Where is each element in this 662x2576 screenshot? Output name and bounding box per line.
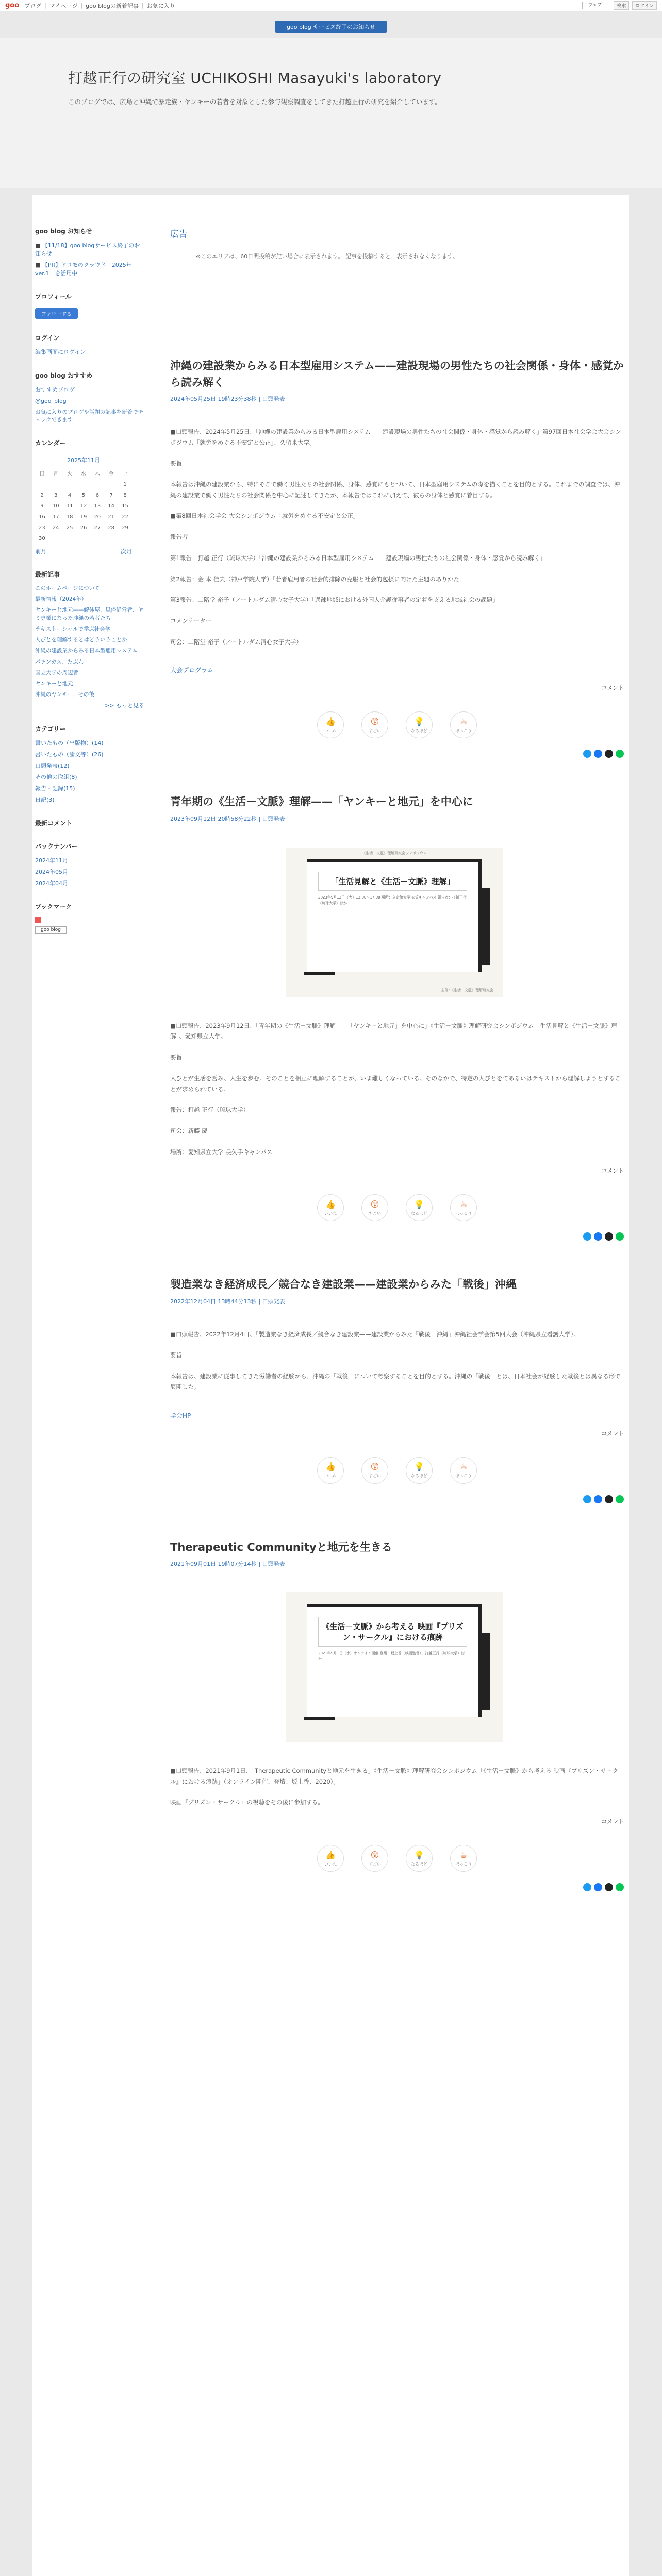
calendar-day[interactable]: 25: [66, 525, 73, 531]
x-share-icon[interactable]: [583, 750, 591, 758]
reaction-button[interactable]: [406, 1845, 433, 1872]
calendar-day[interactable]: 9: [40, 503, 44, 509]
calendar-next[interactable]: 次月: [121, 548, 132, 555]
reaction-icon: ☕: [459, 1850, 468, 1860]
calendar-day[interactable]: 17: [52, 514, 59, 520]
reaction-label: ほっこり: [455, 1211, 472, 1216]
calendar-day[interactable]: 11: [66, 503, 73, 509]
reaction-label: なるほど: [411, 728, 427, 733]
reaction-icon: 👍: [325, 716, 336, 726]
follow-button[interactable]: フォローする: [35, 308, 78, 319]
calendar-day: [35, 479, 49, 490]
poster-frame: [307, 1604, 482, 1717]
share-buttons: [170, 1495, 624, 1503]
ad-label: 広告: [170, 229, 188, 240]
post-paragraph: ■口頭報告、2024年5月25日、「沖縄の建設業からみる日本型雇用システム——建設現場の男性たちの社会関係・身体・感覚から読み解く」第97回日本社会学会大会シンポジウム「就労をめぐる不安定と公正」、久留米大学。: [170, 428, 621, 446]
post-poster-image: [286, 848, 503, 997]
post-date[interactable]: 2021年09月01日 19時07分14秒: [170, 1561, 257, 1567]
reaction-icon: 💡: [414, 716, 424, 726]
recent-post-link[interactable]: ヤンキーと地元: [35, 680, 73, 687]
calendar-day[interactable]: 22: [122, 514, 128, 520]
calendar-day: [77, 479, 91, 490]
poster-footer: 主催：《生活－文脈》理解研究会: [441, 988, 493, 992]
x-share-icon[interactable]: [583, 1883, 591, 1891]
blog-post: [170, 358, 629, 758]
recent-post-link[interactable]: テキストーシャルで学ぶ社会学: [35, 625, 111, 632]
comment-link[interactable]: コメント: [601, 1430, 624, 1437]
calendar-day[interactable]: 3: [54, 493, 58, 498]
reaction-buttons: [170, 711, 624, 738]
reaction-label: いいね: [324, 1211, 337, 1216]
calendar-day: [63, 479, 77, 490]
post-date[interactable]: 2024年05月25日 19時23分38秒: [170, 396, 257, 402]
post-paragraph: ■口頭報告、2023年9月12日、「青年期の《生活－文脈》理解——「ヤンキーと地元」を中心に」《生活－文脈》理解研究会シンポジウム「生活見解と《生活－文脈》理解」、愛知県立大学。: [170, 1022, 617, 1040]
calendar-day: [104, 533, 118, 544]
post-paragraph: コメンテーター: [170, 617, 212, 624]
calendar-day: [118, 533, 132, 544]
backnumber-link[interactable]: 2024年04月: [35, 879, 68, 887]
category-link[interactable]: 書いたもの（論文等）(26): [35, 751, 104, 758]
calendar-weekday: 金: [108, 471, 114, 477]
post-title[interactable]: 沖縄の建設業からみる日本型雇用システム——建設現場の男性たちの社会関係・身体・感覚から読み解く: [170, 360, 624, 388]
reaction-button[interactable]: [406, 1457, 433, 1484]
reaction-button[interactable]: [317, 1457, 344, 1484]
reaction-label: なるほど: [411, 1211, 427, 1216]
recommend-heading: goo blog おすすめ: [35, 371, 93, 379]
calendar-weekday: 日: [39, 471, 45, 477]
reaction-button[interactable]: [450, 1457, 477, 1484]
reaction-button[interactable]: [450, 1845, 477, 1872]
calendar-day[interactable]: 15: [122, 503, 128, 509]
search-button[interactable]: 検索: [614, 1, 629, 10]
reaction-icon: 😲: [370, 1462, 379, 1471]
poster-details: 2023年9月12日（火）13:00〜17:00 場所：立命館大学 衣笠キャンパス 報告者：打越正行（琉球大学）ほか: [318, 895, 467, 905]
calendar-weekday: 火: [67, 471, 73, 477]
post-footer-link[interactable]: 学会HP: [170, 1412, 191, 1419]
line-share-icon[interactable]: [616, 1495, 624, 1503]
recent-post-link[interactable]: 人びとを理解するとはどういうことか: [35, 637, 127, 643]
calendar-day[interactable]: 12: [80, 503, 87, 509]
post-meta: [170, 815, 629, 823]
topbar-link[interactable]: goo blogの新着記事: [86, 2, 139, 9]
post-paragraph: ■口頭報告、2022年12月4日、「製造業なき経済成長／競合なき建設業——建設業からみた『戦後』沖縄」沖縄社会学会第5回大会（沖縄県立看護大学）。: [170, 1330, 580, 1338]
post-paragraph: 人びとが生活を営み、人生を歩む。そのことを相互に理解することが、いま難しくなっている。そのなかで、特定の人びとをてあるいはテキストから理解しようとすることが求められている。: [170, 1074, 621, 1093]
reaction-label: ほっこり: [455, 728, 472, 733]
reaction-buttons: [170, 1457, 624, 1484]
ad-note: ※このエリアは、60日間投稿が無い場合に表示されます。 記事を投稿すると、表示されなくなります。: [196, 253, 458, 260]
reaction-icon: 💡: [414, 1850, 424, 1860]
post-footer-link[interactable]: 大会プログラム: [170, 667, 213, 674]
post-poster-image: [286, 1592, 503, 1742]
news-item[interactable]: ■ 【PR】ドコモのクラウド「2025年 ver.1」を活用中: [35, 261, 132, 277]
calendar-day[interactable]: 10: [52, 503, 59, 509]
reaction-icon: 👍: [325, 1199, 336, 1209]
blog-post: [170, 1539, 629, 1892]
goo-logo[interactable]: goo: [5, 2, 20, 9]
post-category[interactable]: | 口頭発表: [258, 815, 285, 822]
blog-post: [170, 1277, 629, 1503]
post-date[interactable]: 2023年09月12日 20時58分22秒: [170, 815, 257, 822]
news-item[interactable]: ■ 【11/18】goo blogサービス終了のお知らせ: [35, 242, 140, 257]
calendar-day[interactable]: 30: [39, 536, 45, 541]
reaction-label: いいね: [324, 728, 337, 733]
reaction-icon: 💡: [414, 1199, 424, 1209]
post-category[interactable]: | 口頭発表: [258, 396, 285, 402]
post-paragraph: ■第8回日本社会学会 大会シンポジウム「就労をめぐる不安定と公正」: [170, 512, 359, 520]
backnumber-heading: バックナンバー: [35, 842, 78, 850]
reaction-label: すごい: [369, 1211, 381, 1216]
post-title[interactable]: 青年期の《生活－文脈》理解——「ヤンキーと地元」を中心に: [170, 795, 473, 808]
calendar-day[interactable]: 16: [39, 514, 45, 520]
post-paragraph: 要旨: [170, 1351, 182, 1359]
recent-heading: 最新記事: [35, 571, 60, 578]
search-input[interactable]: [526, 2, 583, 9]
facebook-share-icon[interactable]: [594, 1232, 602, 1241]
post-body: [170, 427, 624, 647]
post-body: [170, 1329, 624, 1393]
reaction-icon: 😲: [370, 1850, 379, 1860]
calendar-day[interactable]: 18: [66, 514, 73, 520]
rss-icon[interactable]: [35, 917, 41, 923]
line-share-icon[interactable]: [616, 1232, 624, 1241]
reaction-icon: 😲: [370, 1199, 379, 1209]
sidebar: [32, 195, 146, 934]
post-title[interactable]: 製造業なき経済成長／競合なき建設業——建設業からみた「戦後」沖縄: [170, 1278, 517, 1291]
topbar-link[interactable]: マイページ: [49, 2, 78, 9]
category-link[interactable]: 口頭発表(12): [35, 762, 70, 770]
reaction-button[interactable]: [406, 1194, 433, 1221]
calendar-day: [90, 533, 104, 544]
calendar-day[interactable]: 19: [80, 514, 87, 520]
calendar-prev[interactable]: 前月: [35, 548, 46, 555]
calendar-day[interactable]: 23: [39, 525, 45, 531]
main-area: [32, 195, 629, 2576]
post-paragraph: 司会：新藤 慶: [170, 1127, 208, 1134]
post-title[interactable]: Therapeutic Communityと地元を生きる: [170, 1540, 392, 1553]
reaction-icon: 😲: [370, 716, 379, 726]
search-scope-select[interactable]: ウェブ: [586, 2, 610, 9]
goo-blog-badge[interactable]: goo blog: [35, 926, 67, 934]
reaction-button[interactable]: [450, 711, 477, 738]
calendar-day: [49, 479, 63, 490]
poster-caption: 《生活－文脈》理解研究会シンポジウム: [362, 851, 427, 855]
share-buttons: [170, 1232, 624, 1241]
calendar-day: [49, 533, 63, 544]
calendar-day: [104, 479, 118, 490]
facebook-share-icon[interactable]: [594, 1495, 602, 1503]
x-share-icon[interactable]: [583, 1495, 591, 1503]
poster-bar: [478, 888, 490, 965]
calendar-day[interactable]: 14: [108, 503, 114, 509]
top-bar: goo ブログ | マイページ | goo blogの新着記事 | お気に入り ウェブ 検索 ログイン: [0, 0, 662, 11]
post-date[interactable]: 2022年12月04日 13時44分13秒: [170, 1298, 257, 1305]
calendar-day[interactable]: 24: [52, 525, 59, 531]
calendar-day[interactable]: 1: [123, 482, 127, 487]
reaction-label: すごい: [369, 728, 381, 733]
reaction-icon: ☕: [459, 716, 468, 726]
reaction-buttons: [170, 1845, 624, 1872]
calendar-day[interactable]: 29: [122, 525, 128, 531]
calendar-weekday: 水: [80, 471, 86, 477]
post-meta: [170, 1297, 629, 1306]
calendar-day: [90, 479, 104, 490]
share-buttons: [170, 750, 624, 758]
calendar-caption: 2025年11月: [67, 457, 100, 464]
post-paragraph: 要旨: [170, 1054, 182, 1061]
comment-link[interactable]: コメント: [601, 1167, 624, 1175]
reaction-label: いいね: [324, 1473, 337, 1478]
poster-frame: [307, 859, 482, 972]
category-heading: カテゴリー: [35, 725, 66, 733]
reaction-button[interactable]: [406, 711, 433, 738]
profile-heading: プロフィール: [35, 293, 72, 300]
reaction-label: なるほど: [411, 1473, 427, 1478]
reaction-icon: 💡: [414, 1462, 424, 1471]
post-paragraph: 映画『プリズン・サークル』の視聴をその後に参加する。: [170, 1799, 324, 1806]
poster-title: 「生活見解と《生活－文脈》理解」: [318, 872, 467, 891]
recommend-link[interactable]: @goo_blog: [35, 397, 67, 404]
blog-description: このブログでは、広島と沖縄で暴走族・ヤンキーの若者を対象とした参与観察調査をしてきた打越正行の研究を紹介しています。: [68, 98, 441, 106]
category-link[interactable]: 報告・記録(15): [35, 785, 75, 792]
hatena-share-icon[interactable]: [605, 1232, 613, 1241]
login-link[interactable]: 編集画面にログイン: [35, 348, 86, 355]
reaction-label: なるほど: [411, 1861, 427, 1867]
post-paragraph: 報告：打越 正行（琉球大学）: [170, 1106, 250, 1114]
recent-post-link[interactable]: このホームページについて: [35, 585, 100, 591]
category-link[interactable]: 日記(3): [35, 796, 55, 804]
reaction-button[interactable]: [361, 711, 388, 738]
post-paragraph: 第2報告：金 本 佳夫（神戸学院大学）「若者雇用者の社会的排除の克服と社会的包摂に向けた主題のありかた」: [170, 575, 466, 583]
x-share-icon[interactable]: [583, 1232, 591, 1241]
reaction-label: すごい: [369, 1473, 381, 1478]
login-heading: ログイン: [35, 334, 60, 342]
recent-post-link[interactable]: 沖縄のヤンキー、その後: [35, 691, 94, 698]
calendar-day: [77, 533, 91, 544]
backnumber-link[interactable]: 2024年11月: [35, 857, 68, 864]
calendar-weekday: 木: [94, 471, 100, 477]
recent-more-link[interactable]: >> もっと見る: [105, 702, 144, 709]
topbar-link[interactable]: ブログ: [24, 2, 42, 9]
category-link[interactable]: 書いたもの（出版物）(14): [35, 740, 104, 747]
calendar-day[interactable]: 7: [109, 493, 113, 498]
comment-heading: 最新コメント: [35, 819, 73, 827]
reaction-button[interactable]: [317, 1845, 344, 1872]
post-paragraph: 第3報告：二階堂 裕子（ノートルダム清心女子大学）「過疎地域における外国人介護従事者の定着を支える地域社会の課題」: [170, 596, 499, 604]
reaction-button[interactable]: [317, 1194, 344, 1221]
reaction-button[interactable]: [361, 1457, 388, 1484]
login-button[interactable]: ログイン: [632, 1, 657, 10]
bookmark-heading: ブックマーク: [35, 903, 72, 910]
category-link[interactable]: その他の取組(8): [35, 774, 77, 781]
facebook-share-icon[interactable]: [594, 750, 602, 758]
blog-post: [170, 794, 629, 1241]
reaction-icon: ☕: [459, 1199, 468, 1209]
recent-post-link[interactable]: 国立大学の周辺者: [35, 669, 78, 676]
post-meta: [170, 395, 629, 403]
post-paragraph: 司会：二階堂 裕子（ノートルダム清心女子大学）: [170, 638, 302, 646]
calendar-day[interactable]: 26: [80, 525, 87, 531]
reaction-label: ほっこり: [455, 1861, 472, 1867]
reaction-icon: 👍: [325, 1462, 336, 1471]
calendar-day[interactable]: 4: [68, 493, 72, 498]
topbar-link[interactable]: お気に入り: [146, 2, 175, 9]
recommend-link[interactable]: おすすめブログ: [35, 386, 75, 393]
content: [153, 195, 629, 1891]
calendar-day[interactable]: 20: [94, 514, 101, 520]
news-heading: goo blog お知らせ: [35, 228, 92, 235]
recent-post-link[interactable]: 沖縄の建設業からみる日本型雇用システム: [35, 648, 138, 654]
recent-post-link[interactable]: パチンカス、たぶん: [35, 658, 84, 665]
reaction-button[interactable]: [361, 1845, 388, 1872]
poster-title: 《生活－文脈》から考える 映画『プリズン・サークル』における痕跡: [318, 1617, 467, 1647]
calendar: [35, 453, 132, 544]
calendar-weekday: 土: [122, 471, 128, 477]
calendar-day[interactable]: 5: [81, 493, 86, 498]
reaction-label: ほっこり: [455, 1473, 472, 1478]
reaction-label: すごい: [369, 1861, 381, 1867]
post-paragraph: 本報告は、建設業に従事してきた労働者の経験から、沖縄の「戦後」について考察することを目的とする。沖縄の「戦後」とは、日本社会が経験した戦後とは異なる形で展開した。: [170, 1372, 621, 1391]
calendar-weekday: 月: [53, 471, 59, 477]
reaction-button[interactable]: [450, 1194, 477, 1221]
calendar-day: [63, 533, 77, 544]
calendar-day[interactable]: 2: [40, 493, 44, 498]
post-paragraph: 第1報告：打越 正行（琉球大学）「沖縄の建設業からみる日本型雇用システム——建設現場の男性たちの社会関係・身体・感覚から読み解く」: [170, 554, 546, 562]
calendar-day[interactable]: 28: [108, 525, 114, 531]
hatena-share-icon[interactable]: [605, 1495, 613, 1503]
line-share-icon[interactable]: [616, 750, 624, 758]
reaction-buttons: [170, 1194, 624, 1221]
reaction-icon: 👍: [325, 1850, 336, 1860]
service-notice: [0, 11, 662, 35]
calendar-heading: カレンダー: [35, 439, 66, 447]
calendar-day[interactable]: 6: [95, 493, 99, 498]
recommend-note: お気に入りのブログや話題の記事を新着でチェックできます: [35, 409, 143, 423]
post-paragraph: ■口頭報告、2021年9月1日、「Therapeutic Communityと地元を生きる」《生活－文脈》理解研究会シンポジウム「《生活－文脈》から考える 映画『プリズン・サークル』における痕跡」（オンライン開催、登壇：坂上香、2020）。: [170, 1767, 619, 1785]
hatena-share-icon[interactable]: [605, 750, 613, 758]
blog-header: [0, 38, 662, 188]
notice-banner[interactable]: goo blog サービス終了のお知らせ: [275, 21, 387, 33]
post-body: [170, 1766, 624, 1808]
hatena-share-icon[interactable]: [605, 1883, 613, 1891]
backnumber-link[interactable]: 2024年05月: [35, 868, 68, 875]
post-category[interactable]: | 口頭発表: [258, 1298, 285, 1305]
recent-post-link[interactable]: ヤンキーと地元——解体屋、風俗経営者、ヤミ専業になった沖縄の若者たち: [35, 607, 143, 621]
recent-post-link[interactable]: 最新情報（2024年）: [35, 596, 87, 603]
post-paragraph: 本報告は沖縄の建設業から、特にそこで働く男性たちの社会関係、身体、感覚にもとづいて、日本型雇用システムの際を描くことを目的とする。これまでの調査では、沖縄の建設業で働く男性たちの社会関係を中心に記述してきたが、本報告ではこれに加えて、彼らの身体と感覚に着目する。: [170, 481, 620, 499]
post-category[interactable]: | 口頭発表: [258, 1561, 285, 1567]
poster-bar: [478, 1633, 490, 1710]
calendar-day[interactable]: 21: [108, 514, 114, 520]
share-buttons: [170, 1883, 624, 1891]
line-share-icon[interactable]: [616, 1883, 624, 1891]
reaction-icon: ☕: [459, 1462, 468, 1471]
post-paragraph: 場所：愛知県立大学 長久手キャンパス: [170, 1148, 273, 1156]
calendar-day[interactable]: 27: [94, 525, 101, 531]
post-body: [170, 1021, 624, 1158]
poster-details: 2021年9月1日（水）オンライン開催 登壇：坂上香（映画監督）、打越正行（琉球大学）ほか: [318, 1651, 465, 1662]
calendar-day[interactable]: 13: [94, 503, 101, 509]
post-meta: [170, 1560, 629, 1568]
reaction-button[interactable]: [317, 711, 344, 738]
post-paragraph: 要旨: [170, 460, 182, 467]
reaction-label: いいね: [324, 1861, 337, 1867]
calendar-day[interactable]: 8: [123, 493, 127, 498]
blog-title[interactable]: 打越正行の研究室 UCHIKOSHI Masayuki's laboratory: [68, 70, 442, 87]
comment-link[interactable]: コメント: [601, 1818, 624, 1825]
comment-link[interactable]: コメント: [601, 685, 624, 692]
post-paragraph: 報告者: [170, 533, 188, 541]
facebook-share-icon[interactable]: [594, 1883, 602, 1891]
reaction-button[interactable]: [361, 1194, 388, 1221]
search-box: [526, 1, 657, 10]
